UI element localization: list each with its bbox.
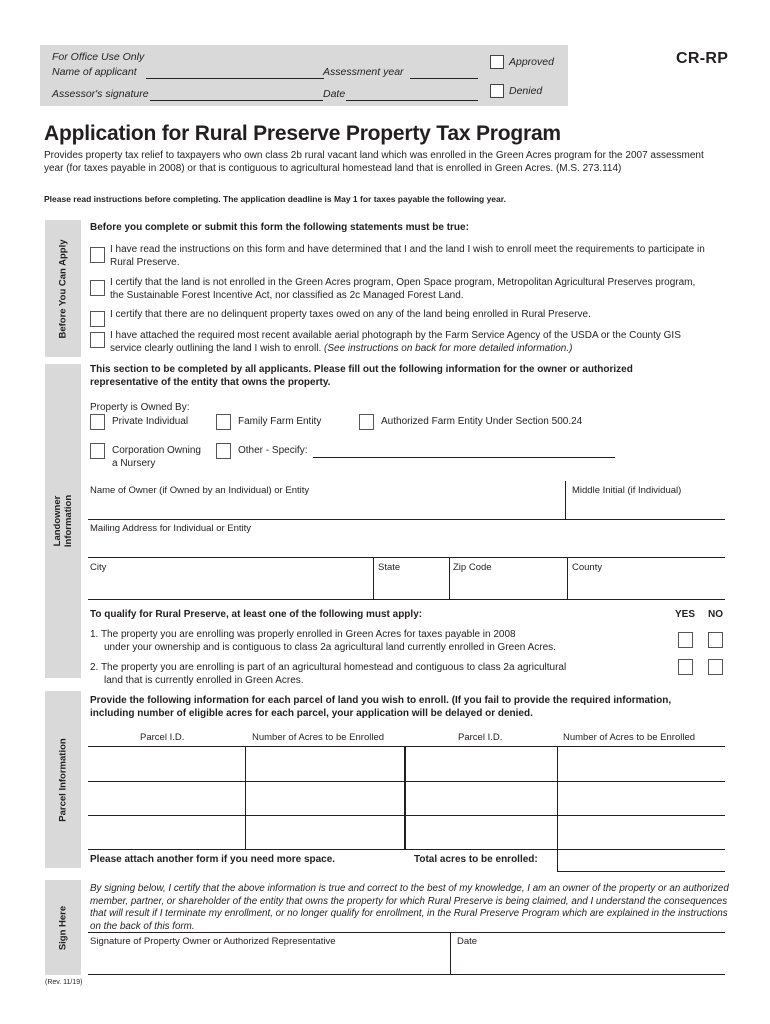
county-label: County: [572, 562, 603, 573]
certify-text: By signing below, I certify that the above information is true and correct to the best of my knowledge, I am an owner of the property or an authorized member, partner, or shareholder of the entity that owns the property for which Rural Preserve is being claimed, and I understand the consequences that will result if I terminate my enrollment, or no longer qualify for enrollment, in the Rural Preserve Program which are explained in the instructions on the back of this form.: [90, 883, 729, 932]
landowner-heading: This section to be completed by all applicants. Please fill out the following information for the owner or authorized representative of the entity that owns the property.: [90, 364, 633, 388]
city-label: City: [90, 562, 107, 573]
parcel-col-1-header: Parcel I.D.: [140, 732, 185, 743]
middle-initial-label: Middle Initial (if Individual): [572, 485, 682, 496]
landowner-sidebar-line2: Information: [63, 494, 74, 548]
before-item-1: I have read the instructions on this form and have determined that I and the land I wish to enroll meet the requirements to participate in Rural Preserve.: [110, 244, 705, 268]
sign-sidebar-label: Sign Here: [57, 905, 69, 950]
qualify-heading: To qualify for Rural Preserve, at least one of the following must apply:: [90, 609, 423, 620]
qualify-2-no-checkbox[interactable]: [708, 659, 723, 675]
before-item-4: [110, 330, 710, 355]
landowner-sidebar-line1: Landowner: [52, 495, 63, 547]
owned-by-label: Property is Owned By:: [90, 402, 190, 413]
before-checkbox-4[interactable]: [90, 332, 105, 348]
before-sidebar-label: Before You Can Apply: [57, 238, 69, 339]
approved-checkbox[interactable]: [490, 55, 504, 69]
assessment-year-label: Assessment year: [323, 66, 404, 78]
sign-date-label: Date: [457, 936, 478, 947]
parcel-col-3-header: Parcel I.D.: [458, 732, 503, 743]
parcel-col-4-header: Number of Acres to be Enrolled: [563, 732, 696, 743]
qualify-item-2-line2: land that is currently enrolled in Green Acres.: [104, 674, 304, 686]
before-sidebar: [45, 220, 81, 357]
owner-name-label: Name of Owner (if Owned by an Individual) or Entity: [90, 485, 310, 496]
read-note: Please read instructions before completing. The application deadline is May 1 for taxes payable the following year.: [44, 194, 506, 204]
parcel-col-2-header: Number of Acres to be Enrolled: [252, 732, 385, 743]
denied-label: Denied: [509, 85, 543, 97]
applicant-label: Name of applicant: [52, 66, 137, 78]
revision-note: (Rev. 11/19): [45, 979, 83, 986]
mailing-address-field[interactable]: [88, 557, 725, 558]
city-row-field[interactable]: [88, 599, 725, 600]
parcel-heading: Provide the following information for each parcel of land you wish to enroll. (If you fail to provide the required information, including number of eligible acres for each parcel, your application will be delayed or denied.: [90, 695, 672, 719]
assessor-signature-field[interactable]: [150, 100, 323, 101]
applicant-field[interactable]: [146, 78, 324, 79]
before-checkbox-1[interactable]: [90, 247, 105, 263]
office-use-title: For Office Use Only: [52, 51, 145, 63]
denied-checkbox[interactable]: [490, 84, 504, 98]
office-date-field[interactable]: [346, 100, 478, 101]
no-header: NO: [708, 609, 723, 620]
before-checkbox-3[interactable]: [90, 311, 105, 327]
form-code: CR-RP: [676, 50, 729, 67]
qualify-item-1-line1: 1. The property you are enrolling was properly enrolled in Green Acres for taxes payable in 2008: [90, 629, 516, 640]
before-item-4-italic: (See instructions on back for more detailed information.): [324, 342, 573, 354]
before-item-4-text: I have attached the required most recent available aerial photograph by the Farm Service Agency of the USDA or the County GIS service clearly outlining the land I wish to enroll.: [110, 330, 681, 354]
corporation-nursery-checkbox[interactable]: [90, 443, 105, 459]
mailing-address-label: Mailing Address for Individual or Entity: [90, 523, 252, 534]
total-acres-field[interactable]: [557, 871, 725, 872]
office-use-box: [40, 45, 568, 106]
signature-label: Signature of Property Owner or Authorized Representative: [90, 936, 336, 947]
intro-text: Provides property tax relief to taxpayers who own class 2b rural vacant land which was enrolled in the Green Acres program for the 2007 assessment year (for taxes payable in 2008) or that is contiguous to agricultural homestead land that is enrolled in Green Acres. (M.S. 273.114): [44, 150, 704, 174]
qualify-item-2-line1: 2. The property you are enrolling is part of an agricultural homestead and contiguous to class 2a agricultural: [90, 662, 567, 673]
other-specify-label: Other - Specify:: [238, 445, 308, 456]
page-title: Application for Rural Preserve Property Tax Program: [44, 122, 561, 145]
before-heading: Before you complete or submit this form the following statements must be true:: [90, 222, 469, 233]
landowner-sidebar-label: [52, 495, 74, 547]
private-individual-checkbox[interactable]: [90, 414, 105, 430]
zip-code-label: Zip Code: [453, 562, 492, 573]
attach-note: Please attach another form if you need more space.: [90, 854, 336, 865]
assessment-year-field[interactable]: [410, 78, 478, 79]
other-checkbox[interactable]: [216, 443, 231, 459]
before-item-3: I certify that there are no delinquent property taxes owed on any of the land being enrolled in Rural Preserve.: [110, 309, 591, 320]
qualify-1-yes-checkbox[interactable]: [678, 632, 693, 648]
signature-field[interactable]: [88, 974, 725, 975]
qualify-2-yes-checkbox[interactable]: [678, 659, 693, 675]
qualify-1-no-checkbox[interactable]: [708, 632, 723, 648]
owner-name-field[interactable]: [88, 519, 725, 520]
parcel-sidebar-label: Parcel Information: [57, 737, 69, 822]
family-farm-label: Family Farm Entity: [238, 416, 322, 427]
private-individual-label: Private Individual: [112, 416, 189, 427]
landowner-sidebar: [45, 364, 81, 678]
corporation-line2: a Nursery: [112, 457, 156, 469]
parcel-sidebar: [45, 691, 81, 868]
state-label: State: [378, 562, 401, 573]
qualify-item-2: [90, 662, 566, 687]
before-checkbox-2[interactable]: [90, 280, 105, 296]
qualify-item-1: [90, 629, 556, 654]
total-acres-label: Total acres to be enrolled:: [414, 854, 538, 865]
corporation-line1: Corporation Owning: [112, 445, 201, 456]
office-date-label: Date: [323, 88, 346, 100]
authorized-farm-checkbox[interactable]: [359, 414, 374, 430]
assessor-signature-label: Assessor's signature: [52, 88, 149, 100]
authorized-farm-label: Authorized Farm Entity Under Section 500.24: [381, 416, 583, 427]
qualify-item-1-line2: under your ownership and is contiguous to class 2a agricultural land currently enrolled in Green Acres.: [104, 641, 556, 653]
sign-sidebar: [45, 880, 81, 975]
family-farm-checkbox[interactable]: [216, 414, 231, 430]
corporation-nursery-label: [112, 445, 201, 470]
other-specify-field[interactable]: [313, 457, 615, 458]
yes-header: YES: [675, 609, 696, 620]
approved-label: Approved: [509, 56, 554, 68]
before-item-2: I certify that the land is not enrolled in the Green Acres program, Open Space program, Metropolitan Agricultural Preserves program, the Sustainable Forest Incentive Act, nor classified as 2c Managed Forest Land.: [110, 277, 696, 301]
